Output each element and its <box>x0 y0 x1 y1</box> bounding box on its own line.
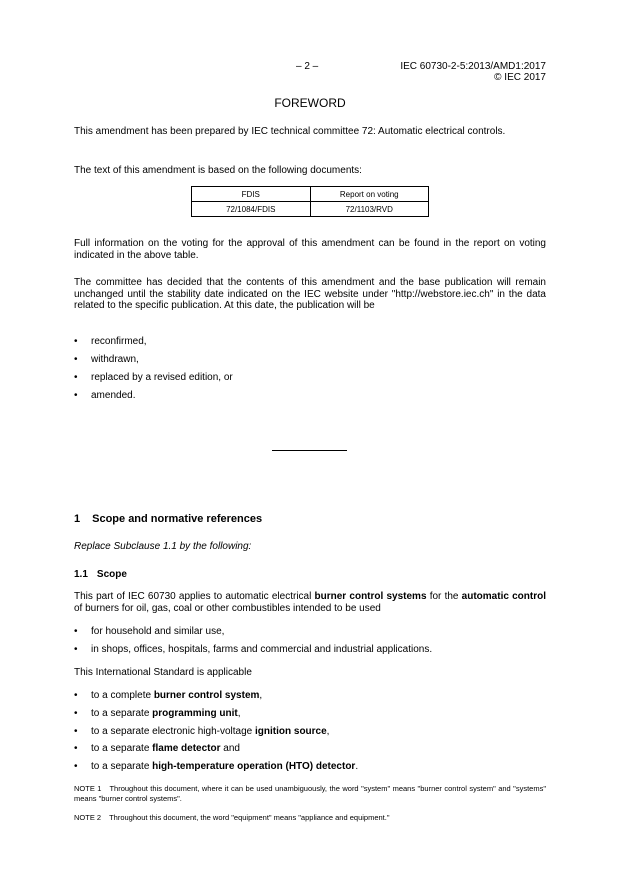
subclause-heading: 1.1 Scope <box>74 569 127 580</box>
bullet-icon: • <box>74 644 78 655</box>
page-number: – 2 – <box>296 61 319 72</box>
section-divider <box>272 450 347 451</box>
bullet-icon: • <box>74 726 78 737</box>
table-header-cell: FDIS <box>192 187 311 202</box>
foreword-paragraph-3: Full information on the voting for the approval of this amendment can be found in the report on voting indicated in the above table. <box>74 238 546 261</box>
bullet-icon: • <box>74 372 78 383</box>
foreword-paragraph-2: The text of this amendment is based on the following documents: <box>74 165 362 176</box>
table-cell: 72/1103/RVD <box>310 202 429 217</box>
note-2: NOTE 2 Throughout this document, the word "equipment" means "appliance and equipment." <box>74 813 390 822</box>
bullet-icon: • <box>74 626 78 637</box>
bullet-icon: • <box>74 708 78 719</box>
table-header-row <box>192 187 429 202</box>
bullet-icon: • <box>74 336 78 347</box>
bullet-icon: • <box>74 390 78 401</box>
document-id: IEC 60730-2-5:2013/AMD1:2017 <box>400 61 546 72</box>
foreword-paragraph-1: This amendment has been prepared by IEC technical committee 72: Automatic electrical controls. <box>74 126 506 137</box>
scope-paragraph: This part of IEC 60730 applies to automatic electrical burner control systems for the automatic control of burners for oil, gas, coal or other combustibles intended to be used <box>74 591 546 614</box>
voting-documents-table <box>191 186 429 217</box>
bullet-icon: • <box>74 354 78 365</box>
section-heading: 1 Scope and normative references <box>74 513 263 525</box>
applicable-statement: This International Standard is applicable <box>74 667 252 678</box>
table-row <box>192 202 429 217</box>
note-1: NOTE 1 Throughout this document, where it can be used unambiguously, the word "system" means "burner control system" and "systems" means "burner control systems". <box>74 784 546 803</box>
amendment-instruction: Replace Subclause 1.1 by the following: <box>74 541 252 552</box>
foreword-paragraph-4: The committee has decided that the contents of this amendment and the base publication will remain unchanged until the stability date indicated on the IEC website under "http://webstore.iec.ch" in the data related to the specific publication. At this date, the publication will be <box>74 277 546 311</box>
copyright-line: © IEC 2017 <box>494 72 546 83</box>
bullet-icon: • <box>74 743 78 754</box>
foreword-title: FOREWORD <box>274 96 346 110</box>
bullet-icon: • <box>74 690 78 701</box>
table-header-cell: Report on voting <box>310 187 429 202</box>
document-page: – 2 – IEC 60730-2-5:2013/AMD1:2017 © IEC 2017 FOREWORD This amendment has been prepared by IEC technical committee 72: Automatic electrical controls. The text of this amendment is based on the following documents: FDIS Report on voting 72/1084/FDIS 72/1103/RVD Full information on the voting for the approval of this amendment can be found in the report on voting indicated in the above table. The committee has decided that the contents of this amendment and the base publication will remain unchanged until the stability date indicated on the IEC website under "http://webstore.iec.ch" in the data related to the specific publication. At this date, the publication will be • reconfirmed, • withdrawn, • replaced by a revised edition, or • amended. 1 Scope and normative references Replace Subclause 1.1 by the following: 1.1 Scope This part of IEC 60730 applies to automatic electrical burner control systems for the automatic control of burners for oil, gas, coal or other combustibles intended to be used • for household and similar use, • in shops, offices, hospitals, farms and commercial and industrial applications. This International Standard is applicable • to a complete burner control system, • to a separate programming unit, • to a separate electronic high-voltage ignition source, • to a separate flame detector and • to a separate high-temperature operation (HTO) detector. NOTE 1 Throughout this document, where it can be used unambiguously, the word "system" means "burner control system" and "systems" means "burner control systems". NOTE 2 Throughout this document, the word "equipment" means "appliance and equipment." <box>0 0 620 877</box>
bullet-icon: • <box>74 761 78 772</box>
table-cell: 72/1084/FDIS <box>192 202 311 217</box>
